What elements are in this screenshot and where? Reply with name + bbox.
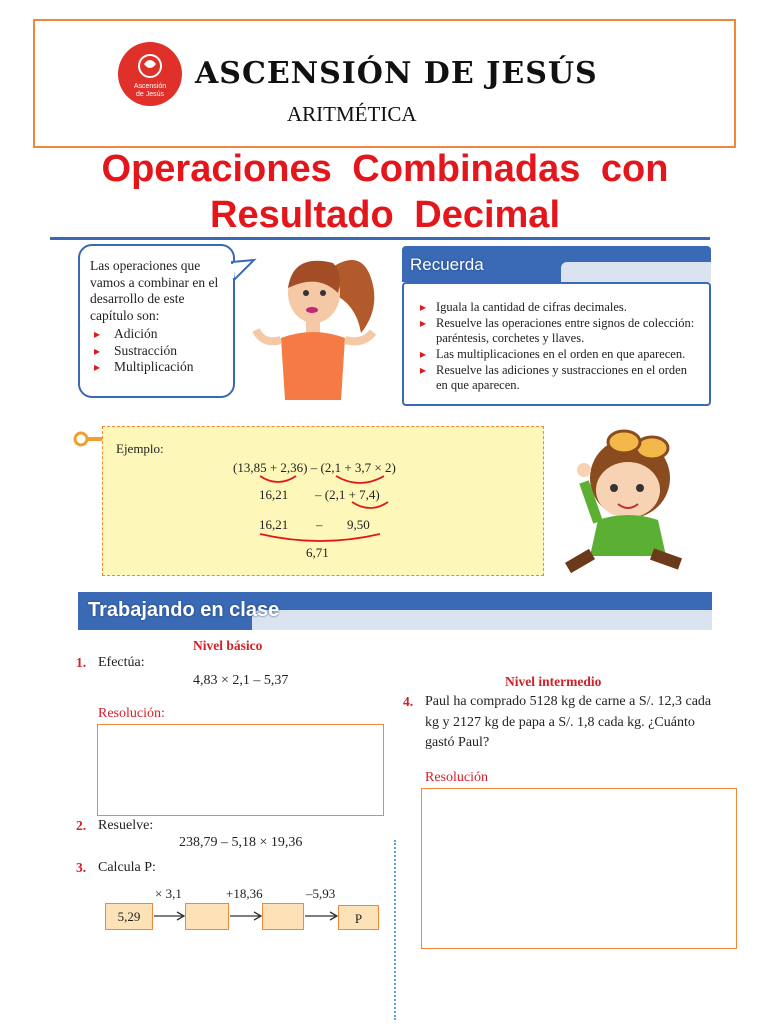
example-step-2a: 16,21 [259, 487, 289, 502]
boy-illustration-icon [562, 422, 692, 578]
title-line-2: Resultado Decimal [210, 194, 560, 236]
problem-3-number: 3. [76, 860, 87, 875]
recuerda-item: ▸ Las multiplicaciones en el orden en que aparecen. [414, 347, 701, 362]
problem-1-expression: 4,83 × 2,1 – 5,37 [193, 673, 289, 688]
flow-op-3: –5,93 [306, 886, 336, 901]
section-label: Trabajando en clase [88, 599, 280, 621]
teacher-illustration-icon [236, 248, 396, 400]
intro-item: ▸ Sustracción [90, 343, 225, 360]
recuerda-header [402, 246, 711, 282]
school-name: ASCENSIÓN DE JESÚS [195, 56, 598, 91]
school-logo [118, 42, 182, 106]
nivel-basico-label: Nivel básico [193, 638, 263, 653]
flow-op-2: +18,36 [226, 886, 263, 901]
problem-1-verb: Efectúa: [98, 655, 145, 670]
example-step-1: (13,85 + 2,36) – (2,1 + 3,7 × 2) [233, 460, 396, 475]
pin-icon [72, 430, 104, 448]
title-rule [50, 237, 710, 240]
recuerda-label: Recuerda [410, 255, 484, 274]
example-step-3a: 16,21 [259, 517, 289, 532]
problem-4-line-3: gastó Paul? [425, 735, 490, 750]
example-brackets-icon [230, 472, 410, 544]
recuerda-box [402, 282, 711, 406]
flow-result-box: P [338, 905, 379, 930]
problem-4-line-2: kg y 2127 kg de papa a S/. 1,8 cada kg. ¿Cuánto [425, 715, 695, 730]
recuerda-item: ▸ Resuelve las adiciones y sustracciones en el orden en que aparecen. [414, 363, 701, 393]
example-label: Ejemplo: [116, 441, 164, 456]
problem-2-expression: 238,79 – 5,18 × 19,36 [179, 835, 303, 850]
problem-2-number: 2. [76, 818, 87, 833]
logo-emblem-icon [118, 42, 182, 106]
example-step-3b: 9,50 [347, 517, 370, 532]
problem-4-answer-box[interactable] [421, 788, 737, 949]
flow-arrows-icon [150, 908, 345, 924]
example-step-3-operator: – [316, 517, 323, 532]
example-result: 6,71 [306, 545, 329, 560]
intro-item: ▸ Adición [90, 326, 225, 343]
page-title [40, 146, 730, 238]
problem-2-verb: Resuelve: [98, 818, 154, 833]
problem-1-number: 1. [76, 655, 87, 670]
title-line-1: Operaciones Combinadas con [101, 148, 669, 190]
intro-list [90, 326, 225, 376]
problem-1-resolution-label: Resolución: [98, 706, 165, 721]
problem-3-verb: Calcula P: [98, 860, 156, 875]
recuerda-list [414, 300, 701, 393]
flow-op-1: × 3,1 [155, 886, 182, 901]
nivel-intermedio-label: Nivel intermedio [505, 674, 602, 689]
problem-4-resolution-label: Resolución [425, 770, 488, 785]
section-header [78, 592, 712, 630]
problem-1-answer-box[interactable] [97, 724, 384, 816]
intro-text: Las operaciones que vamos a combinar en el desarrollo de este capítulo son: [90, 258, 219, 323]
flow-start-box: 5,29 [105, 903, 153, 930]
recuerda-item: ▸ Iguala la cantidad de cifras decimales. [414, 300, 701, 315]
logo-text: Ascensión [133, 83, 167, 90]
subject-name: ARITMÉTICA [287, 102, 417, 126]
problem-4-line-1: Paul ha comprado 5128 kg de carne a S/. 12,3 cada [425, 694, 712, 709]
svg-text:de Jesús: de Jesús [135, 91, 165, 98]
column-divider [394, 840, 396, 1020]
intro-item: ▸ Multiplicación [90, 359, 225, 376]
recuerda-item: ▸ Resuelve las operaciones entre signos de colección: paréntesis, corchetes y llaves. [414, 316, 701, 346]
problem-4-number: 4. [403, 694, 414, 709]
intro-speech-bubble [78, 244, 235, 398]
example-step-2b: – (2,1 + 7,4) [315, 487, 380, 502]
